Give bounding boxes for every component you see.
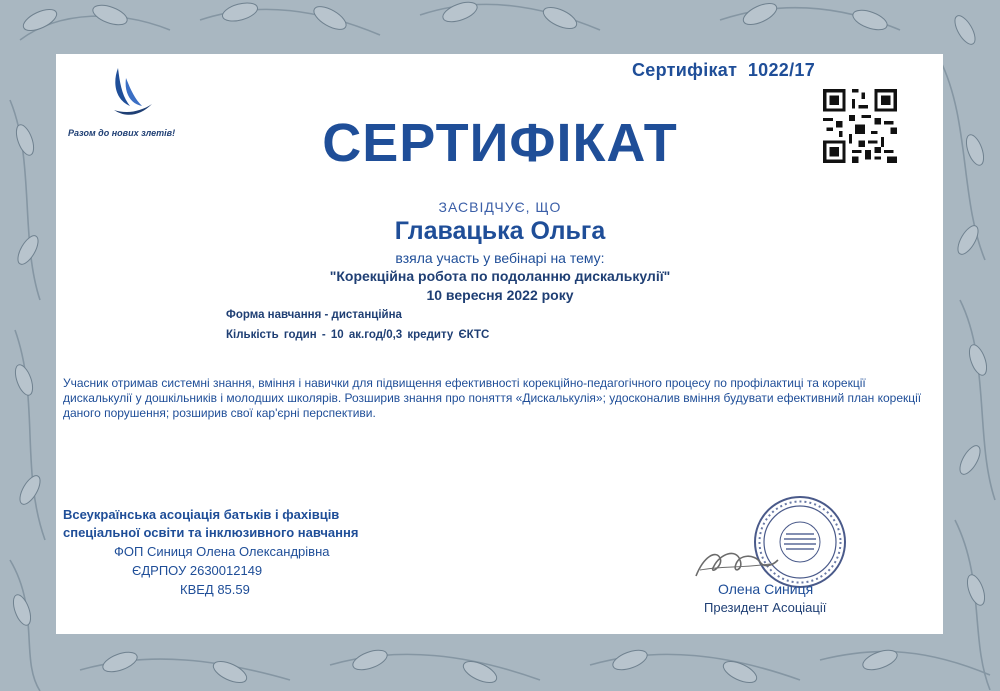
certificate-number: Сертифікат 1022/17 <box>632 60 816 80</box>
certifies-text: ЗАСВІДЧУЄ, ЩО <box>438 199 562 215</box>
organization-name-line2: спеціальної освіти та інклюзивного навчання <box>63 525 359 540</box>
signatory-name: Олена Синиця <box>718 581 814 597</box>
signature-icon <box>690 536 780 586</box>
organization-name-line1: Всеукраїнська асоціація батьків і фахівців <box>63 507 340 522</box>
study-form: Форма навчання - дистанційна <box>226 309 402 321</box>
participation-text: взяла участь у вебінарі на тему: <box>395 250 605 266</box>
description-text: Учасник отримав системні знання, вміння і навички для підвищення ефективності корекційно-педагогічного процесу по профілактиці та корекції дискалькулії у дошкільників і молодших школярів. Розширив знання про поняття «Дискалькулія»; удосконалив вміння будувати ефективний план корекції даного порушення; розширив свої кар'єрні перспективи. <box>63 376 922 420</box>
signatory-title: Президент Асоціації <box>704 600 827 615</box>
certificate-title: СЕРТИФІКАТ <box>322 113 678 173</box>
organization-edrpou: ЄДРПОУ 2630012149 <box>132 563 263 578</box>
webinar-date: 10 вересня 2022 року <box>426 287 574 303</box>
webinar-topic: "Корекційна робота по подоланню дискалькулії" <box>329 268 671 284</box>
organization-fop: ФОП Синиця Олена Олександрівна <box>114 544 330 559</box>
hours-count: Кількість годин - 10 ак.год/0,3 кредиту ЄКТС <box>226 329 490 341</box>
recipient-name: Главацька Ольга <box>394 217 606 245</box>
logo-slogan: Разом до нових злетів! <box>68 128 176 138</box>
organization-kved: КВЕД 85.59 <box>180 582 250 597</box>
